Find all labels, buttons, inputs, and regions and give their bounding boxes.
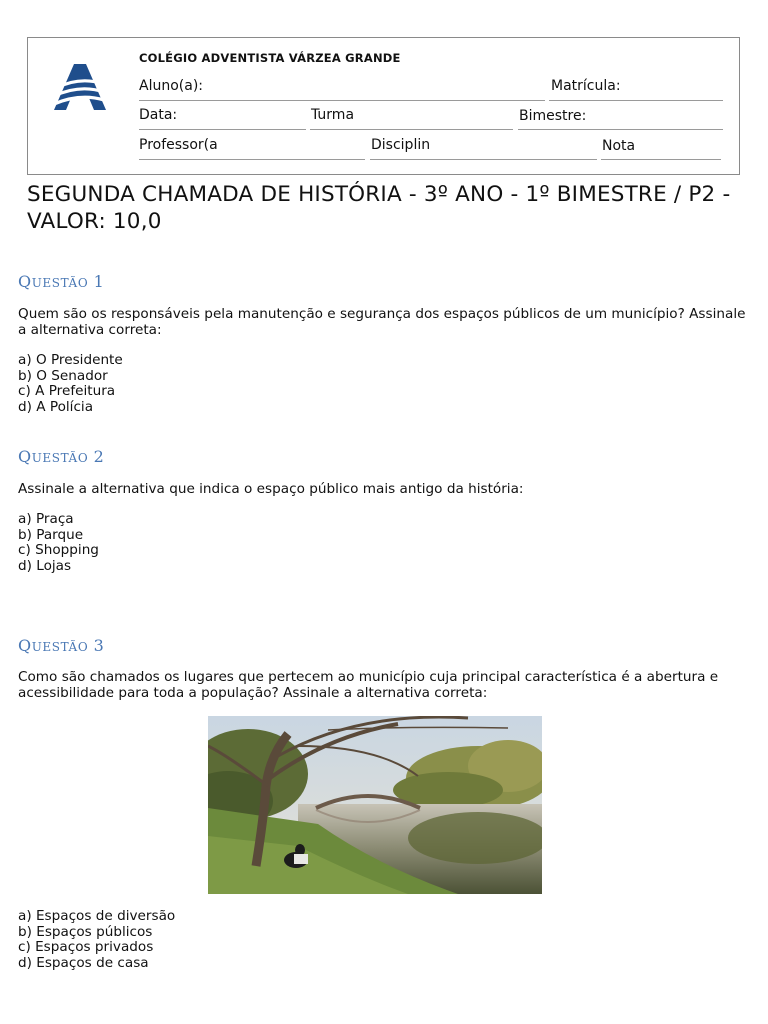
option-b: b) O Senador xyxy=(18,367,108,384)
header-box xyxy=(27,37,740,175)
question-2-heading: QUESTÃO 2 xyxy=(18,447,105,466)
aluno-label: Aluno(a): xyxy=(139,78,203,94)
turma-line xyxy=(310,129,513,130)
professor-line xyxy=(139,159,365,160)
option-c: c) Shopping xyxy=(18,542,99,559)
school-name: COLÉGIO ADVENTISTA VÁRZEA GRANDE xyxy=(139,51,401,65)
professor-label: Professor(a xyxy=(139,137,218,153)
bimestre-line xyxy=(518,129,723,130)
question-3-options xyxy=(18,909,175,971)
data-line xyxy=(139,129,306,130)
exam-title: SEGUNDA CHAMADA DE HISTÓRIA - 3º ANO - 1º BIMESTRE / P2 - VALOR: 10,0 xyxy=(27,182,731,234)
option-a: a) Praça xyxy=(18,511,74,527)
matricula-line xyxy=(549,100,723,101)
matricula-label: Matrícula: xyxy=(551,78,621,94)
option-d: d) A Polícia xyxy=(18,398,94,415)
question-1-text: Quem são os responsáveis pela manutenção e segurança dos espaços públicos de um município? Assinale a alternativa correta: xyxy=(18,306,746,338)
option-b: b) Espaços públicos xyxy=(18,923,153,940)
option-c: c) A Prefeitura xyxy=(18,383,116,400)
question-1-heading: QUESTÃO 1 xyxy=(18,272,105,291)
park-photo xyxy=(208,716,542,894)
school-logo-icon xyxy=(54,64,106,110)
turma-label: Turma xyxy=(311,107,355,123)
nota-line xyxy=(601,159,721,160)
aluno-line xyxy=(139,100,545,101)
bimestre-label: Bimestre: xyxy=(519,108,587,124)
question-3-text: Como são chamados os lugares que pertecem ao município cuja principal característica é a abertura e acessibilidade para toda a população? Assinale a alternativa correta: xyxy=(18,669,719,701)
option-c: c) Espaços privados xyxy=(18,939,154,956)
question-3-heading: QUESTÃO 3 xyxy=(18,636,105,655)
option-d: d) Espaços de casa xyxy=(18,954,149,971)
disciplina-line xyxy=(370,159,597,160)
option-a: a) O Presidente xyxy=(18,352,123,368)
question-2-text: Assinale a alternativa que indica o espaço público mais antigo da história: xyxy=(18,481,524,497)
question-1-options xyxy=(18,353,123,415)
nota-label: Nota xyxy=(602,138,636,154)
option-b: b) Parque xyxy=(18,526,84,543)
question-2-options xyxy=(18,512,99,574)
data-label: Data: xyxy=(139,107,178,123)
option-d: d) Lojas xyxy=(18,557,72,574)
disciplina-label: Disciplin xyxy=(371,137,431,153)
option-a: a) Espaços de diversão xyxy=(18,908,176,924)
